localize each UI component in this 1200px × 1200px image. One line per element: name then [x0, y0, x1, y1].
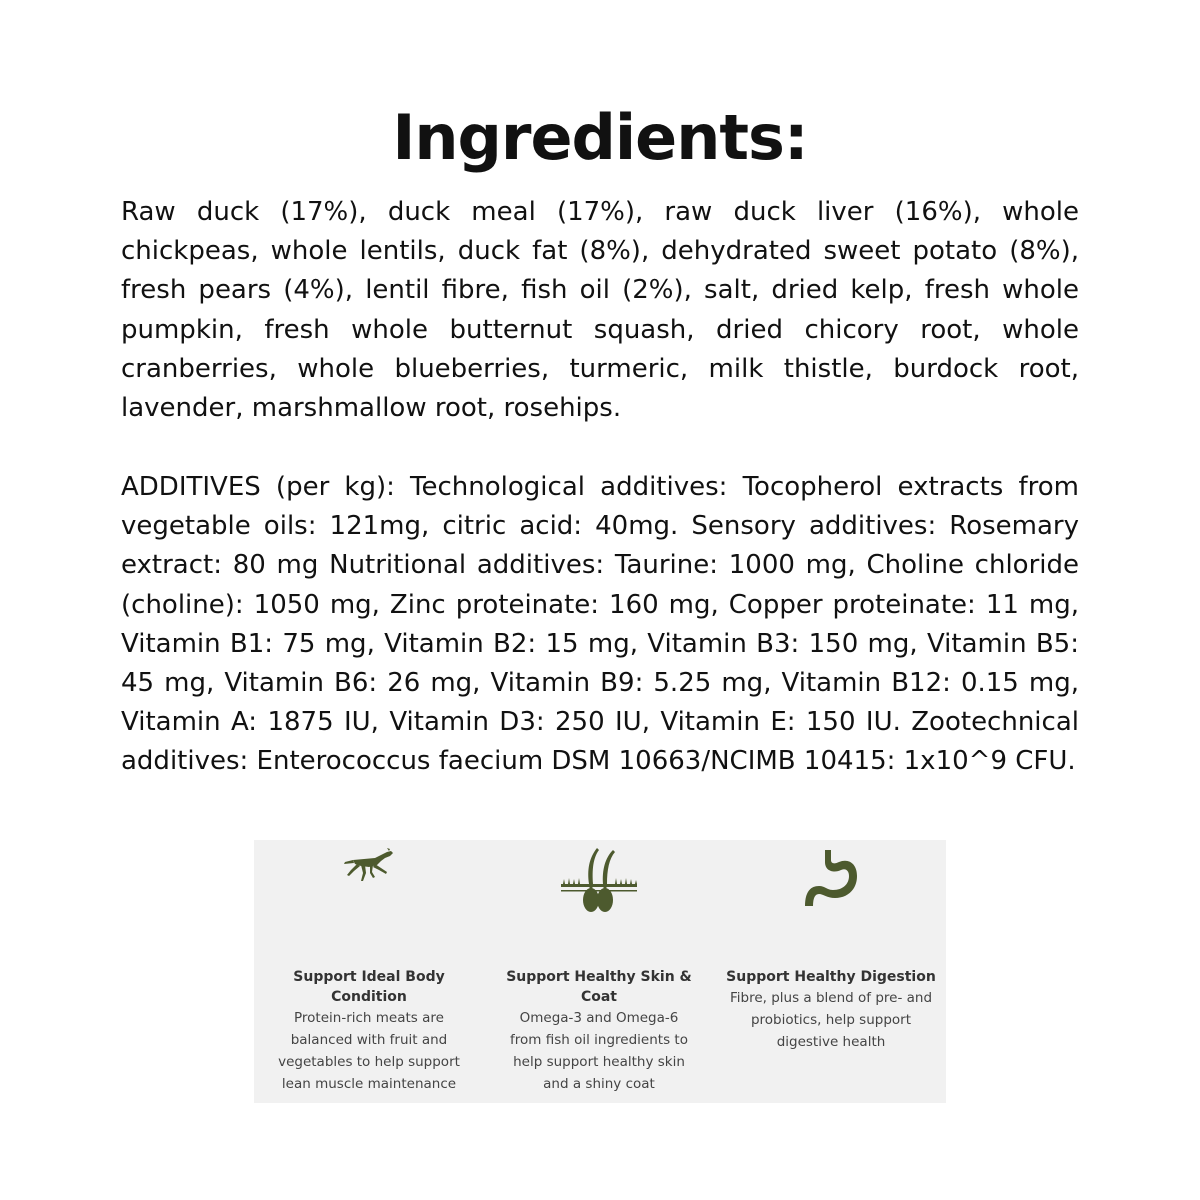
benefit-body-condition [254, 840, 484, 1103]
benefit-description: Omega-3 and Omega-6 from fish oil ingredients to help support healthy skin and a shiny coat [510, 1010, 688, 1092]
running-dog-icon [339, 846, 399, 890]
benefit-heading: Support Healthy Skin & Coat [506, 969, 692, 1005]
ingredients-list: Raw duck (17%), duck meal (17%), raw duck liver (16%), whole chickpeas, whole lentils, duck fat (8%), dehydrated sweet potato (8%), fresh pears (4%), lentil fibre, fish oil (2%), salt, dried kelp, fresh whole pumpkin, fresh whole butternut squash, dried chicory root, whole cranberries, whole blueberries, turmeric, milk thistle, burdock root, lavender, marshmallow root, rosehips. [121, 197, 1079, 424]
benefit-skin-coat [484, 840, 714, 1103]
benefit-heading: Support Healthy Digestion [726, 969, 936, 985]
benefit-title [484, 967, 714, 1095]
benefit-heading: Support Ideal Body Condition [293, 969, 445, 1005]
benefits-panel [254, 840, 946, 1103]
benefit-description: Protein-rich meats are balanced with fruit and vegetables to help support lean muscle maintenance [278, 1010, 460, 1092]
benefit-title [716, 967, 946, 1053]
additives-list: ADDITIVES (per kg): Technological additives: Tocopherol extracts from vegetable oils: 121mg, citric acid: 40mg. Sensory additives: Rosemary extract: 80 mg Nutritional additives: Taurine: 1000 mg, Choline chloride (choline): 1050 mg, Zinc proteinate: 160 mg, Copper proteinate: 11 mg, Vitamin B1: 75 mg, Vitamin B2: 15 mg, Vitamin B3: 150 mg, Vitamin B5: 45 mg, Vitamin B6: 26 mg, Vitamin B9: 5.25 mg, Vitamin B12: 0.15 mg, Vitamin A: 1875 IU, Vitamin D3: 250 IU, Vitamin E: 150 IU. Zootechnical additives: Enterococcus faecium DSM 10663/NCIMB 10415: 1x10^9 CFU. [121, 472, 1079, 777]
benefit-description: Fibre, plus a blend of pre- and probiotics, help support digestive health [729, 990, 933, 1050]
stomach-icon [801, 846, 861, 908]
benefit-title [254, 967, 484, 1095]
skin-hair-icon [559, 846, 639, 916]
benefit-digestion [716, 840, 946, 1103]
page-title: Ingredients: [392, 101, 808, 174]
